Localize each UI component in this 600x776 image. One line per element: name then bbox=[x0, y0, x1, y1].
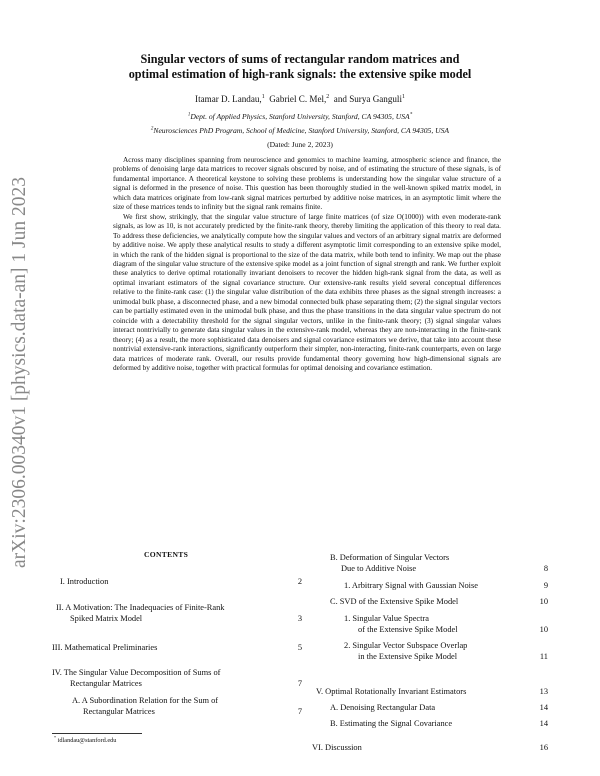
toc-entry[interactable]: IV. The Singular Value Decomposition of Sums of Rectangular Matrices 7 bbox=[52, 668, 302, 688]
abstract-paragraph-2: We first show, strikingly, that the singular value structure of large finite matrices (of size O(1000)) with even moderate-rank signals, as low as 10, is not accurately predicted by the finite-rank theory, thereby limiting the application of this theory to real data. To address these deficiencies, we analytically compute how the singular values and vectors of an arbitrary signal matrix are deformed by additive noise. We apply these analytical results to study a different asymptotic limit corresponding to an extensive spike model, in which the rank of the hidden signal is proportional to the size of the data matrix, while both tend to infinity. We map out the phase diagram of the singular value structure of the extensive spike model as a joint function of signal strength and rank. We further exploit these analytics to derive optimal rotationally invariant denoisers to recover the hidden high-rank signal from the data, as well as optimal invariant estimators of the signal covariance structure. Our extensive-rank results yield several conceptual differences relative to the finite-rank case: (1) the singular value distribution of the data exhibits three phases as the signal strength increases: a unimodal bulk phase, a disconnected phase, and a new bimodal connected bulk phase separating them; (2) the signal singular vectors can be partially estimated even in the unimodal bulk phase, and thus the phase transitions in the data singular value spectrum do not coincide with a detectability threshold for the signal singular vectors, unlike in the finite-rank theory; (3) signal singular values interact nontrivially to generate data singular values in the extensive-rank model, whereas they are non-interacting in the finite-rank theory; (4) as a result, the more sophisticated data denoisers and signal covariance estimators we derive, that take into account these nontrivial extensive-rank interactions, significantly outperform their simpler, non-interacting, finite-rank counterparts, even on large data matrices of moderate rank. Overall, our results provide fundamental theory governing how high-dimensional signals are deformed by additive noise, together with practical formulas for optimal denoising and covariance estimation. bbox=[113, 212, 501, 372]
author-2: Gabriel C. Mel,$^2$ bbox=[269, 93, 330, 104]
footnote: * idlandau@stanford.edu bbox=[54, 734, 117, 744]
toc-entry[interactable]: 1. Singular Value Spectra of the Extensive Spike Model 10 bbox=[344, 614, 548, 634]
date-line: (Dated: June 2, 2023) bbox=[267, 140, 333, 149]
footnote-rule bbox=[52, 733, 142, 734]
title-line-1: Singular vectors of sums of rectangular random matrices and bbox=[140, 52, 460, 66]
affiliation-2: $^2$Neurosciences PhD Program, School of Medicine, Stanford University, Stanford, CA 94305, USA bbox=[150, 126, 450, 135]
toc-entry[interactable]: B. Estimating the Signal Covariance 14 bbox=[330, 719, 548, 728]
toc-entry[interactable]: A. A Subordination Relation for the Sum of Rectangular Matrices 7 bbox=[72, 696, 302, 716]
arxiv-identifier: arXiv:2306.00340v1 [physics.data-an] 1 Jun 2023 bbox=[9, 176, 30, 568]
paper-title bbox=[70, 52, 530, 82]
toc-entry[interactable]: 2. Singular Vector Subspace Overlap in the Extensive Spike Model 11 bbox=[344, 641, 548, 661]
author-list bbox=[70, 94, 530, 104]
abstract bbox=[113, 156, 501, 373]
author-3: and Surya Ganguli$^1$ bbox=[333, 93, 405, 104]
toc-entry[interactable]: I. Introduction 2 bbox=[60, 577, 302, 586]
toc-entry[interactable]: A. Denoising Rectangular Data 14 bbox=[330, 703, 548, 712]
toc-entry[interactable]: VI. Discussion 16 bbox=[312, 743, 548, 752]
affiliation-1: $^1$Dept. of Applied Physics, Stanford University, Stanford, CA 94305, USA* bbox=[187, 112, 413, 121]
toc-entry[interactable]: V. Optimal Rotationally Invariant Estimators 13 bbox=[316, 687, 548, 696]
contents-heading: CONTENTS bbox=[144, 550, 189, 559]
toc-entry[interactable]: II. A Motivation: The Inadequacies of Finite-Rank Spiked Matrix Model 3 bbox=[56, 603, 302, 623]
toc-entry[interactable]: B. Deformation of Singular Vectors Due to Additive Noise 8 bbox=[330, 553, 548, 573]
author-1: Itamar D. Landau,$^1$ bbox=[195, 93, 265, 104]
abstract-paragraph-1: Across many disciplines spanning from neuroscience and genomics to machine learning, atmospheric science and finance, the problems of denoising large data matrices to recover signals obscured by noise, and of estimating the structure of these signals, is of fundamental importance. A theoretical keystone to solving these problems is understanding how the singular value structure of a signal is deformed in the presence of noise. This question has been thoroughly studied in the well-known spiked matrix model, in which data matrices originate from low-rank signal matrices perturbed by additive noise matrices, in an asymptotic limit where the size of these matrices tends to infinity but the signal rank remains finite. bbox=[113, 156, 501, 212]
toc-entry[interactable]: III. Mathematical Preliminaries 5 bbox=[52, 643, 302, 652]
toc-entry[interactable]: 1. Arbitrary Signal with Gaussian Noise 9 bbox=[344, 581, 548, 590]
title-line-2: optimal estimation of high-rank signals: the extensive spike model bbox=[128, 67, 472, 81]
toc-entry[interactable]: C. SVD of the Extensive Spike Model 10 bbox=[330, 597, 548, 606]
email-link[interactable]: idlandau@stanford.edu bbox=[57, 737, 117, 744]
